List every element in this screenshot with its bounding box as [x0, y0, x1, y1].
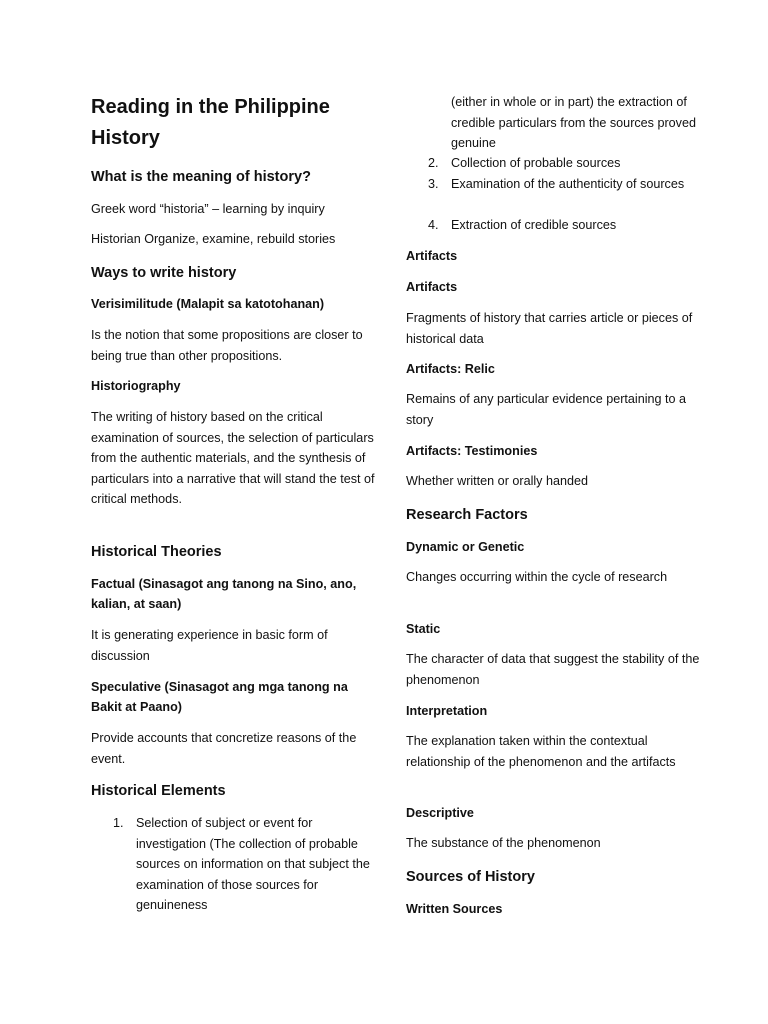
- paragraph-descriptive: The substance of the phenomenon: [406, 836, 601, 850]
- subheading-relic: Artifacts: Relic: [406, 362, 495, 376]
- subheading-artifacts: Artifacts: [406, 249, 458, 263]
- paragraph-dynamic: Changes occurring within the cycle of research: [406, 570, 668, 584]
- heading-sources-of-history: Sources of History: [406, 869, 535, 885]
- document-title: Reading in the Philippine History: [91, 96, 330, 149]
- list-item-continuation: (either in whole or in part) the extraction of credible particulars from the sources proved genuine: [451, 95, 696, 150]
- list-item-text: Collection of probable sources: [451, 156, 621, 170]
- list-item: [406, 174, 706, 195]
- subheading-factual: Factual (Sinasagot ang tanong na Sino, ano, kalian, at saan): [91, 577, 357, 611]
- paragraph-historian: Historian Organize, examine, rebuild stories: [91, 232, 336, 246]
- list-item-text: Extraction of credible sources: [451, 218, 617, 232]
- subheading-speculative: Speculative (Sinasagot ang mga tanong na Bakit at Paano): [91, 680, 348, 714]
- subheading-testimonies: Artifacts: Testimonies: [406, 444, 538, 458]
- list-item-number: 4.: [428, 218, 439, 232]
- paragraph-relic: Remains of any particular evidence pertaining to a story: [406, 392, 687, 427]
- subheading-dynamic: Dynamic or Genetic: [406, 540, 525, 554]
- subheading-descriptive: Descriptive: [406, 806, 474, 820]
- paragraph-greek-word: Greek word “historia” – learning by inquiry: [91, 202, 325, 216]
- paragraph-verisimilitude: Is the notion that some propositions are closer to being true than other propositions.: [91, 328, 363, 363]
- paragraph-interpretation: The explanation taken within the contextual relationship of the phenomenon and the artifacts: [406, 734, 676, 769]
- list-item-number: 2.: [428, 156, 439, 170]
- list-item-number: 1.: [113, 816, 124, 830]
- list-item: [91, 813, 381, 916]
- heading-historical-theories: Historical Theories: [91, 544, 222, 560]
- list-item-text: Examination of the authenticity of sources: [451, 177, 685, 191]
- subheading-interpretation: Interpretation: [406, 704, 488, 718]
- subheading-written-sources: Written Sources: [406, 902, 503, 916]
- heading-meaning-of-history: What is the meaning of history?: [91, 169, 311, 185]
- paragraph-historiography: The writing of history based on the critical examination of sources, the selection of particulars from the authentic materials, and the synthesis of particulars into a narrative that will stand the test of critical methods.: [91, 410, 375, 506]
- list-item: [406, 215, 706, 236]
- heading-historical-elements: Historical Elements: [91, 783, 226, 799]
- paragraph-factual: It is generating experience in basic form of discussion: [91, 628, 328, 663]
- paragraph-static: The character of data that suggest the stability of the phenomenon: [406, 652, 700, 687]
- subheading-artifacts-repeat: Artifacts: [406, 280, 458, 294]
- heading-ways-to-write-history: Ways to write history: [91, 265, 237, 281]
- list-item-text: Selection of subject or event for investigation (The collection of probable sources on information on that subject the examination of those sources for genuineness: [136, 816, 370, 912]
- paragraph-testimonies: Whether written or orally handed: [406, 474, 589, 488]
- paragraph-artifacts: Fragments of history that carries article or pieces of historical data: [406, 311, 693, 346]
- list-item: [406, 153, 706, 174]
- subheading-verisimilitude: Verisimilitude (Malapit sa katotohanan): [91, 297, 325, 311]
- paragraph-speculative: Provide accounts that concretize reasons of the event.: [91, 731, 357, 766]
- list-item-number: 3.: [428, 177, 439, 191]
- heading-research-factors: Research Factors: [406, 507, 528, 523]
- subheading-historiography: Historiography: [91, 379, 181, 393]
- subheading-static: Static: [406, 622, 441, 636]
